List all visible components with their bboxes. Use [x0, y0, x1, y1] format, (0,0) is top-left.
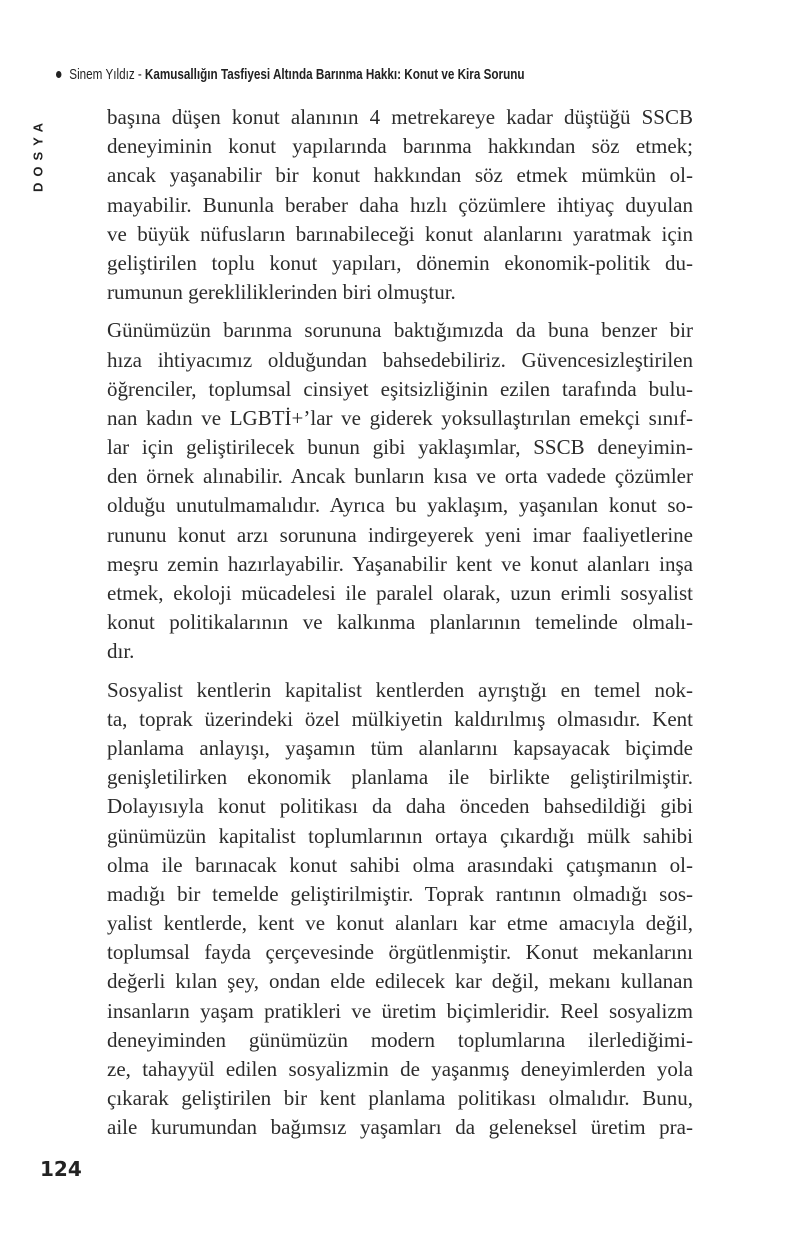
text-line: den örnek alınabilir. Ancak bunların kısa ve orta vadede çözümler: [107, 464, 693, 489]
paragraph-3: [107, 676, 693, 1143]
text-line: değerli kılan şey, ondan elde edilecek kar değil, mekanı kullanan: [107, 969, 693, 994]
body-text: [107, 103, 693, 1152]
header-author: Sinem Yıldız: [69, 65, 135, 83]
text-line: etmek, ekoloji mücadelesi ile paralel olarak, uzun erimli sosyalist: [107, 581, 693, 605]
text-line: ze, tahayyül edilen sosyalizmin de yaşanmış deneyimlerden yola: [107, 1057, 693, 1081]
text-line: rununu konut arzı sorununa indirgeyerek yeni imar faaliyetlerine: [107, 522, 693, 547]
text-line: rumunun gerekliliklerinden biri olmuştur.: [107, 280, 456, 305]
text-line: yalist kentlerde, kent ve konut alanları kar etme amacıyla değil,: [107, 911, 693, 936]
text-line: Günümüzün barınma sorununa baktığımızda da buna benzer bir: [107, 318, 693, 343]
text-line: deneyiminden günümüzün modern toplumlarına ilerlediğimi-: [107, 1027, 693, 1052]
section-label: DOSYA: [30, 116, 46, 193]
text-line: günümüzün kapitalist toplumlarının ortaya çıkardığı mülk sahibi: [107, 823, 693, 848]
text-line: deneyiminin konut yapılarında barınma hakkından söz etmek;: [107, 134, 693, 159]
text-line: Sosyalist kentlerin kapitalist kentlerden ayrıştığı en temel nok-: [107, 677, 693, 702]
text-line: ancak yaşanabilir bir konut hakkından söz etmek mümkün ol-: [107, 163, 693, 188]
text-line: nan kadın ve LGBTİ+’lar ve giderek yoksullaştırılan emekçi sınıf-: [107, 405, 693, 430]
bullet-icon: [56, 71, 61, 78]
text-line: insanların yaşam pratikleri ve üretim biçimleridir. Reel sosyalizm: [107, 998, 693, 1023]
text-line: olma ile barınacak konut sahibi olma arasındaki çatışmanın ol-: [107, 852, 693, 877]
text-line: meşru zemin hazırlayabilir. Yaşanabilir kent ve konut alanları inşa: [107, 551, 693, 576]
text-line: aile kurumundan bağımsız yaşamları da geleneksel üretim pra-: [107, 1115, 693, 1140]
text-line: öğrenciler, toplumsal cinsiyet eşitsizliğinin ezilen tarafında bulu-: [107, 376, 693, 401]
text-line: genişletilirken ekonomik planlama ile birlikte geliştirilmiştir.: [107, 765, 693, 790]
text-line: planlama anlayışı, yaşamın tüm alanlarını kapsayacak biçimde: [107, 735, 693, 760]
paragraph-1: [107, 103, 693, 307]
text-line: ta, toprak üzerindeki özel mülkiyetin kaldırılmış olmasıdır. Kent: [107, 706, 693, 731]
text-line: olduğu unutulmamalıdır. Ayrıca bu yaklaşım, yaşanılan konut so-: [107, 493, 693, 518]
text-line: hıza ihtiyacımız olduğundan bahsedebiliriz. Güvencesizleştirilen: [107, 347, 693, 372]
header-separator: -: [137, 65, 142, 83]
text-line: ve büyük nüfusların barınabileceği konut alanlarını yaratmak için: [107, 221, 693, 246]
text-line: çıkarak geliştirilen bir kent planlama politikası olmalıdır. Bunu,: [107, 1086, 693, 1111]
header-article-title: Kamusallığın Tasfiyesi Altında Barınma Hakkı: Konut ve Kira Sorunu: [144, 65, 525, 83]
text-line: konut politikalarının ve kalkınma planlarının temelinde olmalı-: [107, 610, 693, 635]
paragraph-2: [107, 316, 693, 666]
page-number: 124: [40, 1157, 82, 1181]
text-line: başına düşen konut alanının 4 metrekareye kadar düştüğü SSCB: [107, 105, 693, 129]
text-line: geliştirilen toplu konut yapıları, dönemin ekonomik-politik du-: [107, 250, 693, 275]
text-line: Dolayısıyla konut politikası da daha önceden bahsedildiği gibi: [107, 794, 693, 819]
text-line: lar için geliştirilecek bunun gibi yaklaşımlar, SSCB deneyimin-: [107, 435, 693, 460]
text-line: toplumsal fayda çerçevesinde örgütlenmiştir. Konut mekanlarını: [107, 940, 693, 965]
text-line: madığı bir temelde geliştirilmiştir. Toprak rantının olmadığı sos-: [107, 881, 693, 906]
text-line: mayabilir. Bununla beraber daha hızlı çözümlere ihtiyaç duyulan: [107, 192, 693, 217]
text-line: dır.: [107, 639, 135, 664]
running-header: [56, 63, 525, 85]
